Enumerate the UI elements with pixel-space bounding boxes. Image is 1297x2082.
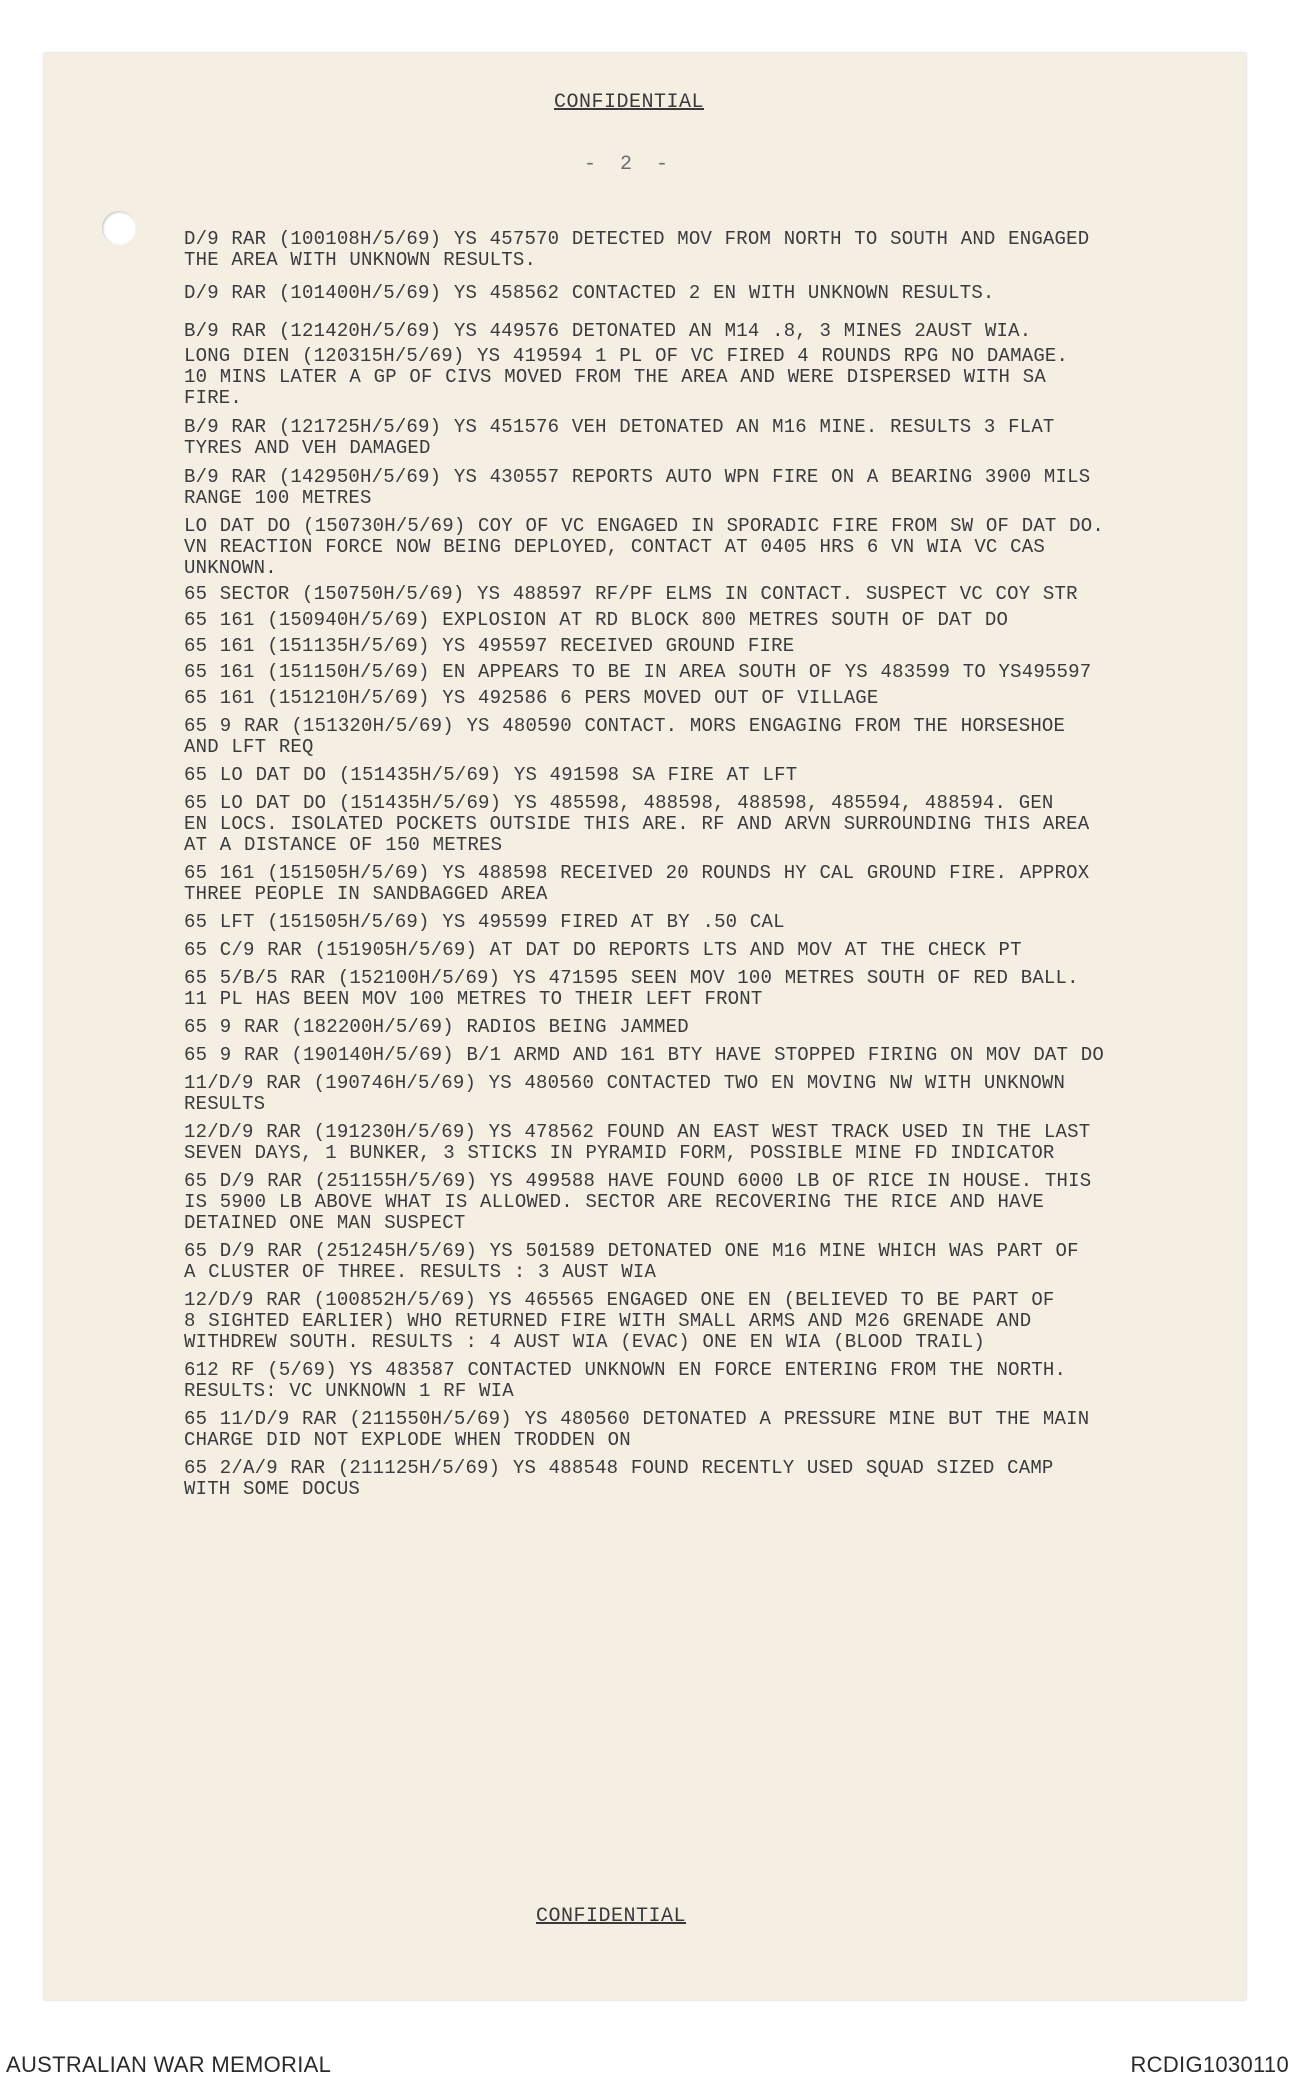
log-entries (184, 229, 1194, 1500)
log-entry: LO DAT DO (150730H/5/69) COY OF VC ENGAGED IN SPORADIC FIRE FROM SW OF DAT DO. VN REACTION FORCE NOW BEING DEPLOYED, CONTACT AT 0405 HRS 6 VN WIA VC CAS UNKNOWN. (184, 515, 1104, 579)
page-number: - 2 - (583, 153, 674, 176)
log-entry: 65 SECTOR (150750H/5/69) YS 488597 RF/PF ELMS IN CONTACT. SUSPECT VC COY STR (184, 583, 1078, 605)
log-entry: B/9 RAR (121725H/5/69) YS 451576 VEH DETONATED AN M16 MINE. RESULTS 3 FLAT TYRES AND VEH DAMAGED (184, 416, 1055, 459)
log-entry: 65 161 (150940H/5/69) EXPLOSION AT RD BLOCK 800 METRES SOUTH OF DAT DO (184, 609, 1009, 631)
log-entry: 65 161 (151505H/5/69) YS 488598 RECEIVED 20 ROUNDS HY CAL GROUND FIRE. APPROX THREE PEOPLE IN SANDBAGGED AREA (184, 862, 1090, 905)
log-entry: 65 LFT (151505H/5/69) YS 495599 FIRED AT BY .50 CAL (184, 911, 785, 933)
log-entry: 65 D/9 RAR (251245H/5/69) YS 501589 DETONATED ONE M16 MINE WHICH WAS PART OF A CLUSTER OF THREE. RESULTS : 3 AUST WIA (184, 1240, 1079, 1283)
log-entry: 65 LO DAT DO (151435H/5/69) YS 485598, 488598, 488598, 485594, 488594. GEN EN LOCS. ISOLATED POCKETS OUTSIDE THIS ARE. RF AND ARVN SURROUNDING THIS AREA AT A DISTANCE OF 150 METRES (184, 792, 1090, 856)
log-entry: 65 2/A/9 RAR (211125H/5/69) YS 488548 FOUND RECENTLY USED SQUAD SIZED CAMP WITH SOME DOCUS (184, 1457, 1054, 1500)
punch-hole (102, 211, 136, 245)
log-entry: 11/D/9 RAR (190746H/5/69) YS 480560 CONTACTED TWO EN MOVING NW WITH UNKNOWN RESULTS (184, 1072, 1066, 1115)
archive-credit: AUSTRALIAN WAR MEMORIAL (6, 2052, 332, 2077)
log-entry: 65 161 (151210H/5/69) YS 492586 6 PERS MOVED OUT OF VILLAGE (184, 687, 879, 709)
log-entry: D/9 RAR (100108H/5/69) YS 457570 DETECTED MOV FROM NORTH TO SOUTH AND ENGAGED THE AREA WITH UNKNOWN RESULTS. (184, 228, 1090, 271)
log-entry: 65 5/B/5 RAR (152100H/5/69) YS 471595 SEEN MOV 100 METRES SOUTH OF RED BALL. 11 PL HAS BEEN MOV 100 METRES TO THEIR LEFT FRONT (184, 967, 1079, 1010)
log-entry: D/9 RAR (101400H/5/69) YS 458562 CONTACTED 2 EN WITH UNKNOWN RESULTS. (184, 282, 995, 304)
log-entry: 65 D/9 RAR (251155H/5/69) YS 499588 HAVE FOUND 6000 LB OF RICE IN HOUSE. THIS IS 5900 LB ABOVE WHAT IS ALLOWED. SECTOR ARE RECOVERING THE RICE AND HAVE DETAINED ONE MAN SUSPECT (184, 1170, 1092, 1234)
log-entry: 65 9 RAR (182200H/5/69) RADIOS BEING JAMMED (184, 1016, 689, 1038)
log-entry: 65 LO DAT DO (151435H/5/69) YS 491598 SA FIRE AT LFT (184, 764, 798, 786)
log-entry: 65 9 RAR (190140H/5/69) B/1 ARMD AND 161 BTY HAVE STOPPED FIRING ON MOV DAT DO (184, 1044, 1104, 1066)
log-entry: 612 RF (5/69) YS 483587 CONTACTED UNKNOWN EN FORCE ENTERING FROM THE NORTH. RESULTS: VC UNKNOWN 1 RF WIA (184, 1359, 1067, 1402)
log-entry: 65 161 (151150H/5/69) EN APPEARS TO BE IN AREA SOUTH OF YS 483599 TO YS495597 (184, 661, 1092, 683)
footer-classification: CONFIDENTIAL (535, 1905, 687, 1928)
log-entry: 65 9 RAR (151320H/5/69) YS 480590 CONTACT. MORS ENGAGING FROM THE HORSESHOE AND LFT REQ (184, 715, 1066, 758)
header-classification: CONFIDENTIAL (553, 91, 705, 114)
log-entry: 12/D/9 RAR (191230H/5/69) YS 478562 FOUND AN EAST WEST TRACK USED IN THE LAST SEVEN DAYS, 1 BUNKER, 3 STICKS IN PYRAMID FORM, POSSIBLE MINE FD INDICATOR (184, 1121, 1091, 1164)
log-entry: B/9 RAR (121420H/5/69) YS 449576 DETONATED AN M14 .8, 3 MINES 2AUST WIA. (184, 320, 1032, 342)
log-entry: 65 C/9 RAR (151905H/5/69) AT DAT DO REPORTS LTS AND MOV AT THE CHECK PT (184, 939, 1022, 961)
document-page (44, 53, 1246, 2000)
log-entry: B/9 RAR (142950H/5/69) YS 430557 REPORTS AUTO WPN FIRE ON A BEARING 3900 MILS RANGE 100 METRES (184, 466, 1091, 509)
log-entry: LONG DIEN (120315H/5/69) YS 419594 1 PL OF VC FIRED 4 ROUNDS RPG NO DAMAGE. 10 MINS LATER A GP OF CIVS MOVED FROM THE AREA AND WERE DISPERSED WITH SA FIRE. (184, 345, 1069, 409)
log-entry: 65 11/D/9 RAR (211550H/5/69) YS 480560 DETONATED A PRESSURE MINE BUT THE MAIN CHARGE DID NOT EXPLODE WHEN TRODDEN ON (184, 1408, 1090, 1451)
log-entry: 12/D/9 RAR (100852H/5/69) YS 465565 ENGAGED ONE EN (BELIEVED TO BE PART OF 8 SIGHTED EARLIER) WHO RETURNED FIRE WITH SMALL ARMS AND M26 GRENADE AND WITHDREW SOUTH. RESULTS : 4 AUST WIA (EVAC) ONE EN WIA (BLOOD TRAIL) (184, 1289, 1055, 1353)
archive-id: RCDIG1030110 (1130, 2052, 1289, 2077)
log-entry: 65 161 (151135H/5/69) YS 495597 RECEIVED GROUND FIRE (184, 635, 795, 657)
